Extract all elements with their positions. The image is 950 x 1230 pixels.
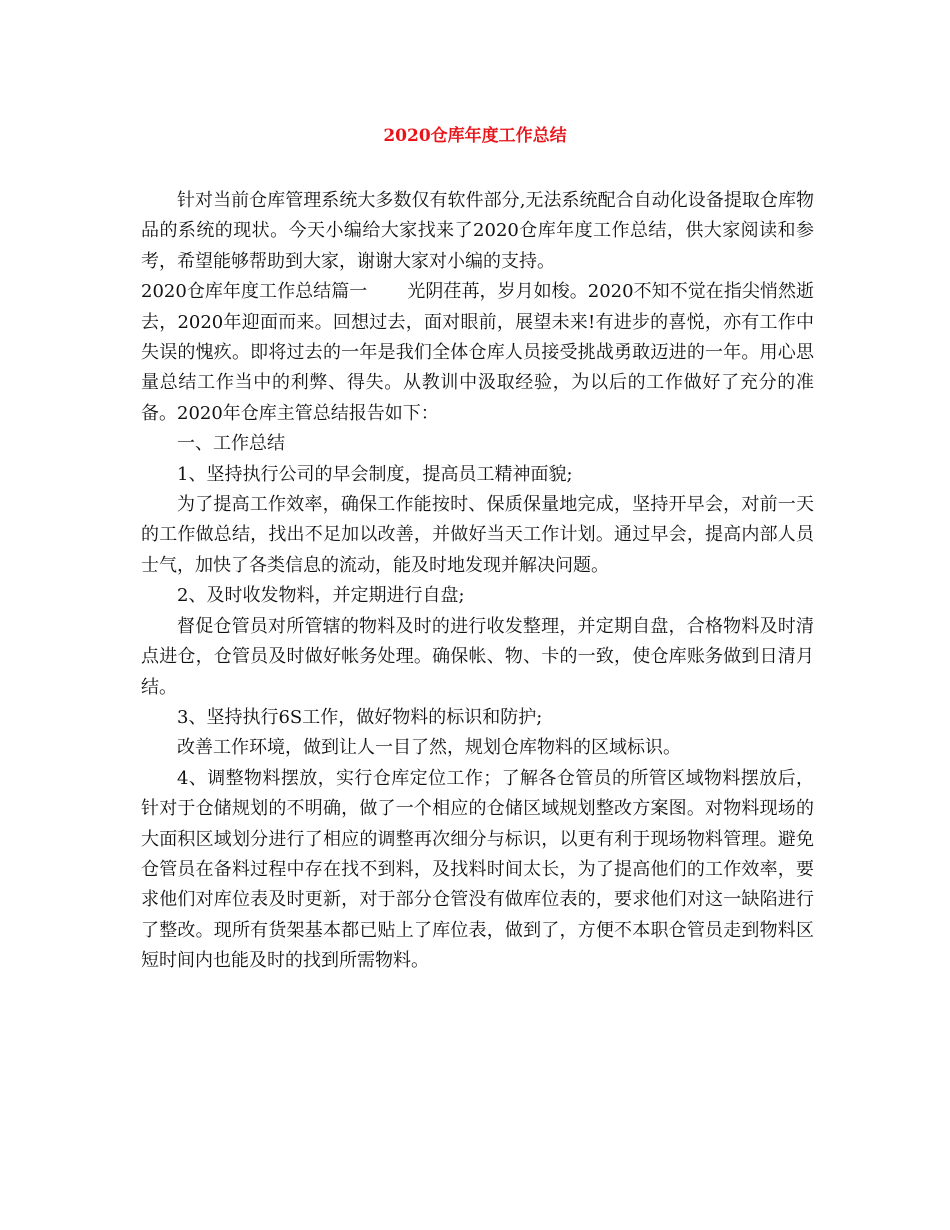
intro-paragraph: 针对当前仓库管理系统大多数仅有软件部分,无法系统配合自动化设备提取仓库物品的系统的现状。今天小编给大家找来了2020仓库年度工作总结，供大家阅读和参考，希望能够帮助到大家，谢谢大家对小编的支持。 [141,190,814,272]
item-2-body: 督促仓管员对所管辖的物料及时的进行收发整理，并定期自盘，合格物料及时清点进仓，仓管员及时做好帐务处理。确保帐、物、卡的一致，使仓库账务做到日清月结。 [141,615,814,698]
item-1-body: 为了提高工作效率，确保工作能按时、保质保量地完成，坚持开早会，对前一天的工作做总结，找出不足加以改善，并做好当天工作计划。通过早会，提高内部人员士气，加快了各类信息的流动，能及时地发现并解决问题。 [141,494,814,576]
heading-work-summary: 一、工作总结 [177,433,285,455]
section-intro: 光阴荏苒，岁月如梭。2020不知不觉在指尖悄然逝去，2020年迎面而来。回想过去，面对眼前，展望未来!有进步的喜悦，亦有工作中失误的愧疚。即将过去的一年是我们全体仓库人员接受挑战勇敢迈进的一年。用心思量总结工作当中的利弊、得失。从教训中汲取经验，为以后的工作做好了充分的准备。2020年仓库主管总结报告如下： [141,281,814,424]
item-3-heading: 3、坚持执行6S工作，做好物料的标识和防护; [177,706,543,728]
item-3-body: 改善工作环境，做到让人一目了然，规划仓库物料的区域标识。 [177,737,681,759]
item-1-heading: 1、坚持执行公司的早会制度，提高员工精神面貌; [177,463,573,485]
section-paragraph [141,277,814,429]
section-heading: 2020仓库年度工作总结篇一 [141,281,368,303]
document-body [141,186,814,977]
item-2-heading: 2、及时收发物料，并定期进行自盘; [177,585,465,607]
item-4-paragraph: 4、调整物料摆放，实行仓库定位工作；了解各仓管员的所管区域物料摆放后，针对于仓储规划的不明确，做了一个相应的仓储区域规划整改方案图。对物料现场的大面积区域划分进行了相应的调整再次细分与标识，以更有利于现场物料管理。避免仓管员在备料过程中存在找不到料，及找料时间太长，为了提高他们的工作效率，要求他们对库位表及时更新，对于部分仓管没有做库位表的，要求他们对这一缺陷进行了整改。现所有货架基本都已贴上了库位表，做到了，方便不本职仓管员走到物料区短时间内也能及时的找到所需物料。 [141,767,814,972]
document-title: 2020仓库年度工作总结 [383,126,567,146]
